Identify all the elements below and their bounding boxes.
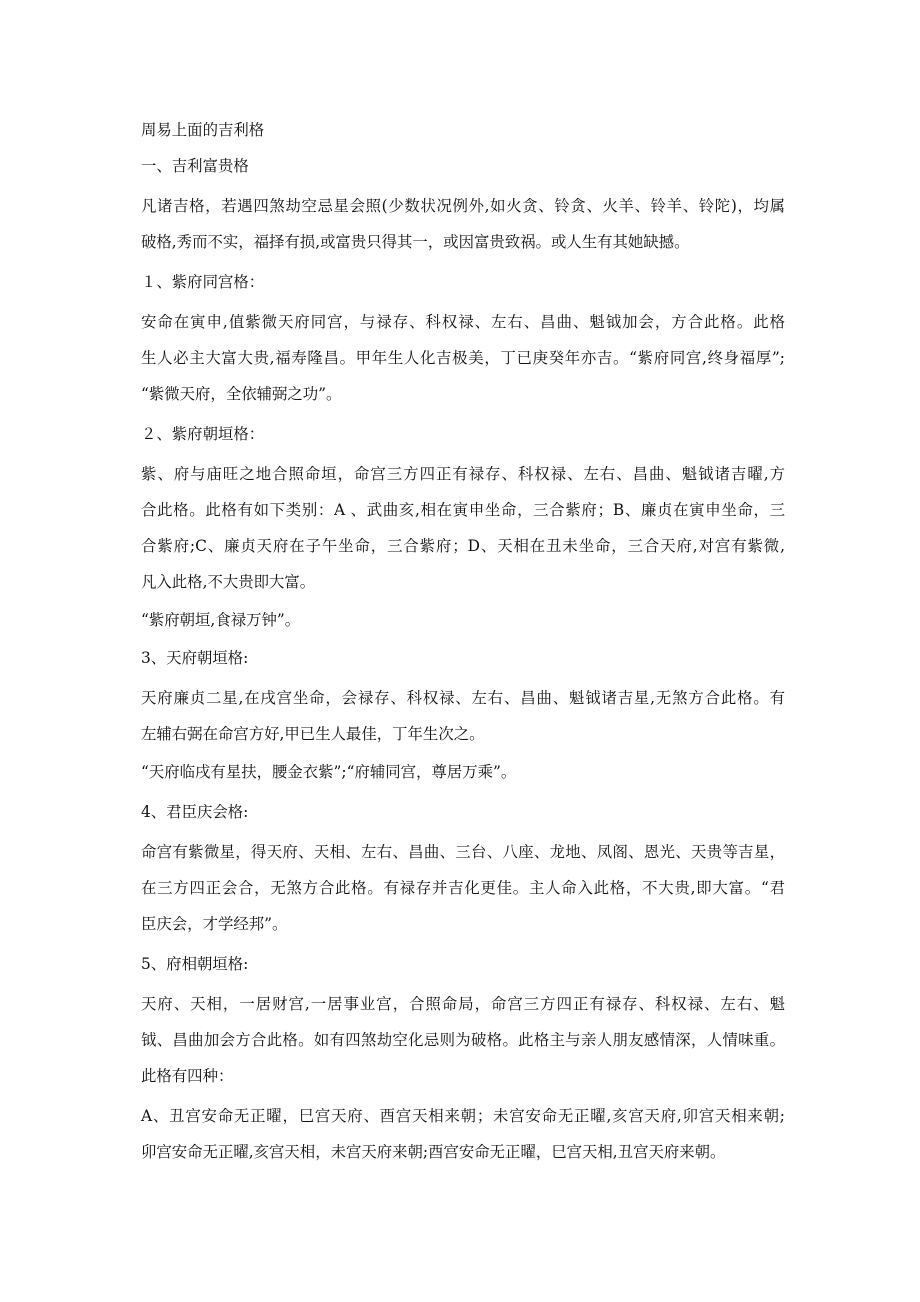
paragraph-line: 臣庆会，才学经邦”。 [141,915,288,933]
item-paragraph [141,990,785,1166]
item-heading-junchen-qinghui: 4、君臣庆会格: [141,803,249,821]
paragraph-line: 在三方四正会合，无煞方合此格。有禄存并吉化更佳。主人命入此格，不大贵,即大富。“君 [141,879,785,897]
quote-line: “天府临戌有星扶，腰金衣紫”;“府辅同宫，尊居万乘”。 [141,763,517,781]
intro-paragraph [141,192,785,256]
quote-line: “紫府朝垣,食禄万钟”。 [141,611,301,629]
paragraph-line: 破格,秀而不实，福择有损,或富贵只得其一，或因富贵致祸。或人生有其她缺撼。 [141,233,690,251]
item-heading-tianfu-chaoyuan: 3、天府朝垣格: [141,649,249,667]
paragraph-line: 安命在寅申,值紫微天府同宫，与禄存、科权禄、左右、昌曲、魁钺加会，方合此格。此格 [141,313,785,331]
item-paragraph [141,460,785,634]
item-heading-fuxiang-chaoyuan: 5、府相朝垣格: [141,955,249,973]
item-heading-ziwei-tianfu-same-palace: １、紫府同宫格： [141,273,265,291]
paragraph-line: 紫、府与庙旺之地合照命垣，命宫三方四正有禄存、科权禄、左右、昌曲、魁钺诸吉曜,方 [141,465,785,483]
paragraph-line: 凡诸吉格，若遇四煞劫空忌星会照(少数状况例外,如火贪、铃贪、火羊、铃羊、铃陀)，均属 [141,197,785,215]
paragraph-line: 合紫府;C、廉贞天府在子午坐命，三合紫府；D、天相在丑未坐命，三合天府,对宫有紫微, [141,537,785,555]
paragraph-line: A、丑宫安命无正曜，巳宫天府、酉宫天相来朝；未宫安命无正曜,亥宫天府,卯宫天相来朝; [141,1107,785,1125]
paragraph-line: “紫微天府，全依辅弼之功”。 [141,385,342,403]
paragraph-line: 钺、昌曲加会方合此格。如有四煞劫空化忌则为破格。此格主与亲人朋友感情深，人情味重。 [141,1031,785,1049]
item-heading-zifu-chaoyuan: ２、紫府朝垣格： [141,425,265,443]
paragraph-line: 命宫有紫微星，得天府、天相、左右、昌曲、三台、八座、龙地、凤阁、恩光、天贵等吉星， [141,843,785,861]
paragraph-line: 生人必主大富大贵,福寿隆昌。甲年生人化吉极美，丁已庚癸年亦吉。“紫府同宫,终身福厚”; [141,349,785,367]
paragraph-line: 合此格。此格有如下类别：A 、武曲亥,相在寅申坐命，三合紫府；B、廉贞在寅申坐命，三 [141,501,785,519]
section-heading-auspicious-wealth: 一、吉利富贵格 [141,157,249,175]
paragraph-line: 左辅右弼在命宫方好,甲已生人最佳，丁年生次之。 [141,725,485,743]
item-paragraph [141,308,785,408]
item-paragraph [141,684,785,786]
paragraph-line: 凡入此格,不大贵即大富。 [141,573,316,591]
document-title: 周易上面的吉利格 [141,121,265,139]
document-page [141,116,785,1166]
paragraph-line: 此格有四种： [141,1067,234,1085]
paragraph-line: 卯宫安命无正曜,亥宫天相，未宫天府来朝;酉宫安命无正曜，巳宫天相,丑宫天府来朝。 [141,1143,726,1161]
paragraph-line: 天府、天相，一居财宫,一居事业宫，合照命局，命宫三方四正有禄存、科权禄、左右、魁 [141,995,785,1013]
item-paragraph [141,838,785,938]
paragraph-line: 天府廉贞二星,在戌宫坐命，会禄存、科权禄、左右、昌曲、魁钺诸吉星,无煞方合此格。有 [141,689,785,707]
